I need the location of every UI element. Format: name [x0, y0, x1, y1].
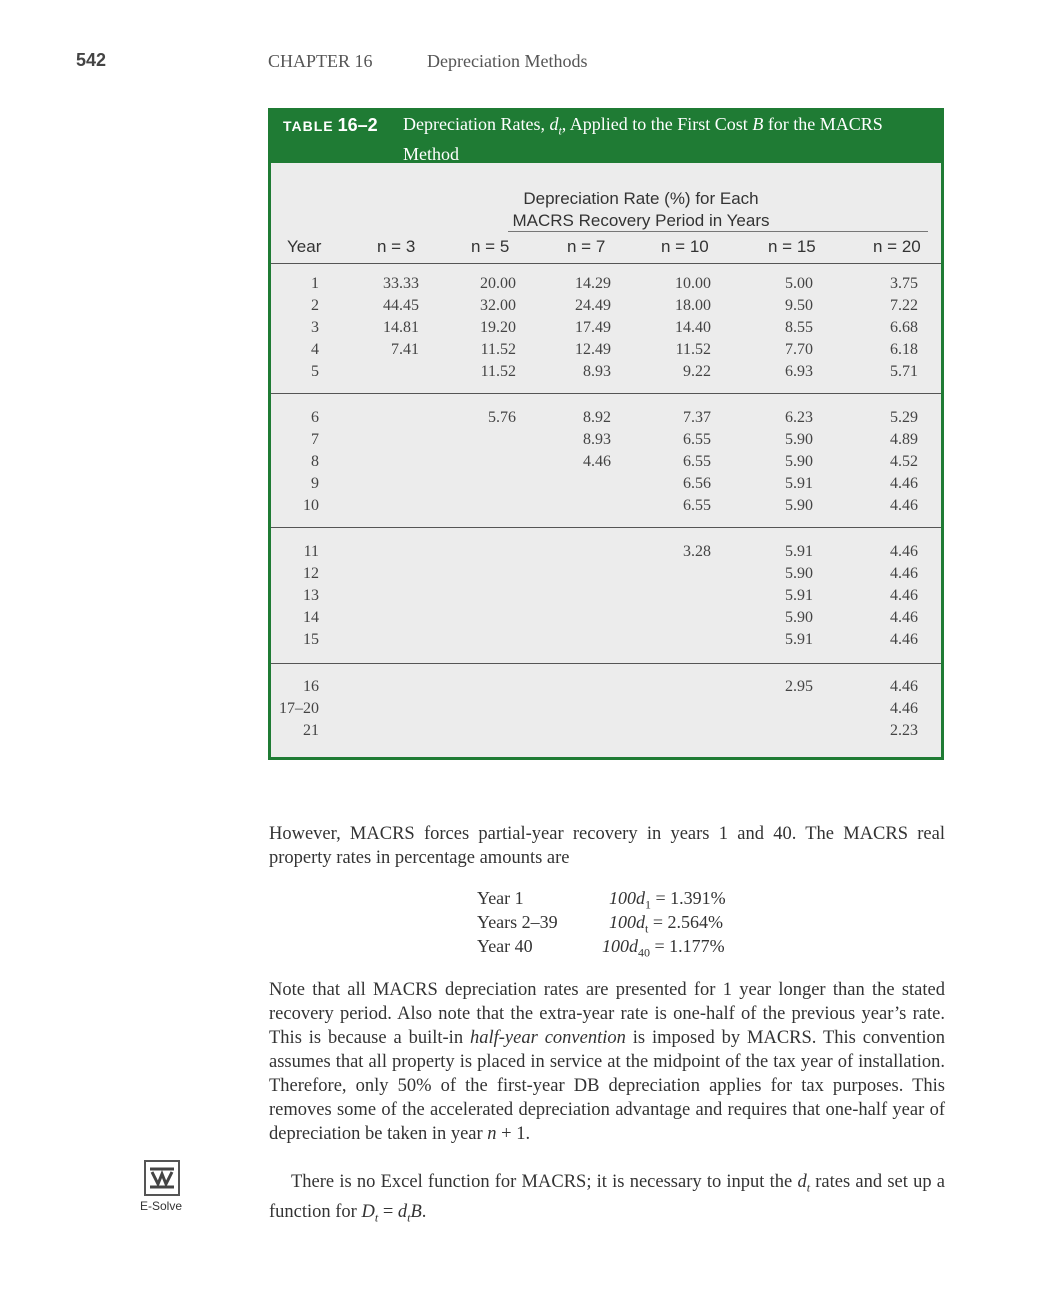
chapter-title: Depreciation Methods	[427, 51, 588, 71]
table-rate-cell: 6.23	[785, 409, 813, 426]
table-rate-cell: 14.29	[575, 275, 611, 292]
caption-text-2: , Applied to the First Cost	[561, 114, 753, 134]
table-rate-cell: 6.18	[890, 341, 918, 358]
table-year-cell: 14	[303, 609, 319, 626]
header-rule	[271, 263, 941, 264]
table-rate-cell: 5.76	[488, 409, 516, 426]
table-rate-cell: 6.55	[683, 453, 711, 470]
table-label-word: TABLE	[283, 118, 334, 134]
group-rule-1	[271, 393, 941, 394]
year-column-header: Year	[287, 237, 322, 256]
rate-subscript: t	[645, 921, 649, 936]
table-year-cell: 12	[303, 565, 319, 582]
table-year-cell: 4	[311, 341, 319, 358]
table-rate-cell: 9.50	[785, 297, 813, 314]
paragraph-3-sub-t: t	[806, 1180, 811, 1195]
table-rate-cell: 4.52	[890, 453, 918, 470]
column-header-n20: n = 20	[873, 237, 921, 256]
table-rate-cell: 2.95	[785, 678, 813, 695]
rate-period-label: Years 2–39	[477, 912, 558, 932]
column-header-n10: n = 10	[661, 237, 709, 256]
group-rule-2	[271, 527, 941, 528]
table-rate-cell: 4.46	[890, 475, 918, 492]
table-rate-cell: 4.46	[890, 543, 918, 560]
table-rate-cell: 5.71	[890, 363, 918, 380]
table-rate-cell: 11.52	[480, 341, 516, 358]
column-header-n3: n = 3	[377, 237, 416, 256]
table-year-cell: 1	[311, 275, 319, 292]
group-heading	[481, 188, 801, 232]
page-number: 542	[76, 50, 107, 70]
paragraph-3-text-a: There is no Excel function for MACRS; it is necessary to input the	[291, 1172, 798, 1192]
paragraph-3-var-d-2: d	[397, 1201, 408, 1222]
table-rate-cell: 18.00	[675, 297, 711, 314]
rate-subscript: 1	[645, 897, 651, 912]
table-rate-cell: 6.55	[683, 431, 711, 448]
paragraph-2-text-b: is imposed by MACRS. This convention assumes that all property is placed in service at the midpoint of the tax year of installation. Therefore, only 50% of the first-year DB depreciation applies for tax purposes. This removes some of the accelerated depreciation advantage and requires that one-half year of depreciation be taken in year	[269, 1028, 945, 1144]
group-heading-rule	[508, 231, 928, 232]
table-rate-cell: 5.91	[785, 475, 813, 492]
table-rate-cell: 6.56	[683, 475, 711, 492]
table-rate-cell: 7.22	[890, 297, 918, 314]
rate-rhs: = 1.177%	[650, 936, 725, 956]
table-label	[283, 115, 378, 136]
paragraph-2	[269, 978, 945, 1146]
table-rate-cell: 6.93	[785, 363, 813, 380]
caption-text-3: for the MACRS Method	[403, 114, 883, 164]
table-year-cell: 7	[311, 431, 319, 448]
table-rate-cell: 5.90	[785, 497, 813, 514]
paragraph-2-var-n: n	[487, 1124, 497, 1144]
table-rate-cell: 33.33	[383, 275, 419, 292]
table-rate-cell: 8.93	[583, 363, 611, 380]
paragraph-3-text-b: rates and set up a function for	[269, 1172, 945, 1222]
paragraph-3-var-B: B	[410, 1201, 422, 1222]
table-year-cell: 10	[303, 497, 319, 514]
table-year-cell: 6	[311, 409, 319, 426]
e-solve-label: E-Solve	[140, 1199, 183, 1213]
rate-period-label: Year 40	[477, 936, 533, 956]
paragraph-2-text-c: + 1.	[496, 1124, 531, 1144]
caption-sub-t: t	[558, 123, 562, 138]
paragraph-3-var-d: d	[797, 1172, 807, 1192]
group-heading-line-2: MACRS Recovery Period in Years	[512, 211, 770, 230]
table-year-cell: 16	[303, 678, 319, 695]
table-rate-cell: 20.00	[480, 275, 516, 292]
table-rate-cell: 7.70	[785, 341, 813, 358]
table-year-cell: 3	[311, 319, 319, 336]
table-year-cell: 5	[311, 363, 319, 380]
group-rule-3	[271, 663, 941, 664]
macrs-rate-table	[268, 108, 944, 760]
rate-value	[609, 912, 723, 937]
rate-lhs: 100d	[609, 888, 645, 908]
rate-lhs: 100d	[602, 936, 638, 956]
caption-var-b: B	[752, 114, 764, 134]
paragraph-1: However, MACRS forces partial-year recovery in years 1 and 40. The MACRS real property rates in percentage amounts are	[269, 824, 945, 868]
table-rate-cell: 4.46	[890, 497, 918, 514]
table-rate-cell: 4.46	[890, 609, 918, 626]
table-rate-cell: 44.45	[383, 297, 419, 314]
table-rate-cell: 5.90	[785, 609, 813, 626]
table-rate-cell: 24.49	[575, 297, 611, 314]
table-year-cell: 9	[311, 475, 319, 492]
paragraph-3	[269, 1170, 945, 1229]
table-rate-cell: 4.89	[890, 431, 918, 448]
table-rate-cell: 3.28	[683, 543, 711, 560]
rate-value	[602, 936, 725, 961]
table-year-cell: 15	[303, 631, 319, 648]
table-year-cell: 17–20	[279, 700, 319, 717]
table-rate-cell: 4.46	[890, 700, 918, 717]
table-rate-cell: 4.46	[583, 453, 611, 470]
table-rate-cell: 4.46	[890, 565, 918, 582]
table-year-cell: 13	[303, 587, 319, 604]
e-solve-icon	[144, 1160, 180, 1196]
rate-rhs: = 1.391%	[651, 888, 726, 908]
table-rate-cell: 4.46	[890, 678, 918, 695]
table-caption	[403, 113, 923, 166]
table-rate-cell: 17.49	[575, 319, 611, 336]
table-rate-cell: 5.91	[785, 543, 813, 560]
paragraph-3-end: .	[421, 1201, 427, 1222]
column-header-n5: n = 5	[471, 237, 510, 256]
table-rate-cell: 6.55	[683, 497, 711, 514]
table-rate-cell: 10.00	[675, 275, 711, 292]
paragraph-2-emphasis: half-year convention	[469, 1028, 626, 1048]
table-year-cell: 2	[311, 297, 319, 314]
rate-value	[609, 888, 726, 913]
table-rate-cell: 11.52	[675, 341, 711, 358]
table-rate-cell: 11.52	[480, 363, 516, 380]
paragraph-2-text-a: Note that all MACRS depreciation rates are presented for 1 year longer than the stated recovery period. Also note that the extra-year rate is one-half of the previous year’s rate. This is because a built-in	[269, 980, 945, 1048]
table-rate-cell: 7.41	[391, 341, 419, 358]
table-rate-cell: 4.46	[890, 631, 918, 648]
table-rate-cell: 14.81	[383, 319, 419, 336]
table-rate-cell: 32.00	[480, 297, 516, 314]
paragraph-3-sub-t-2: t	[374, 1210, 379, 1225]
caption-var-d: d	[549, 114, 559, 134]
table-rate-cell: 8.92	[583, 409, 611, 426]
caption-text-1: Depreciation Rates,	[403, 114, 550, 134]
rate-lhs: 100d	[609, 912, 645, 932]
table-year-cell: 11	[303, 543, 319, 560]
table-year-cell: 21	[303, 722, 319, 739]
table-year-cell: 8	[311, 453, 319, 470]
table-rate-cell: 3.75	[890, 275, 918, 292]
table-label-number: 16–2	[337, 115, 378, 135]
table-rate-cell: 9.22	[683, 363, 711, 380]
table-rate-cell: 8.55	[785, 319, 813, 336]
table-rate-cell: 12.49	[575, 341, 611, 358]
rate-period-label: Year 1	[477, 888, 524, 908]
paragraph-3-equals: =	[378, 1201, 398, 1222]
table-rate-cell: 2.23	[890, 722, 918, 739]
table-rate-cell: 5.90	[785, 431, 813, 448]
table-rate-cell: 5.91	[785, 587, 813, 604]
table-rate-cell: 6.68	[890, 319, 918, 336]
rate-subscript: 40	[638, 945, 650, 960]
table-rate-cell: 5.90	[785, 565, 813, 582]
column-header-n7: n = 7	[567, 237, 606, 256]
paragraph-3-sub-t-3: t	[407, 1210, 411, 1225]
column-header-n15: n = 15	[768, 237, 816, 256]
chapter-label: CHAPTER 16	[268, 51, 373, 71]
table-rate-cell: 19.20	[480, 319, 516, 336]
table-rate-cell: 5.29	[890, 409, 918, 426]
table-rate-cell: 14.40	[675, 319, 711, 336]
group-heading-line-1: Depreciation Rate (%) for Each	[523, 189, 759, 208]
table-rate-cell: 7.37	[683, 409, 711, 426]
table-rate-cell: 5.91	[785, 631, 813, 648]
table-rate-cell: 5.00	[785, 275, 813, 292]
paragraph-3-var-D: D	[361, 1201, 375, 1222]
table-rate-cell: 5.90	[785, 453, 813, 470]
table-rate-cell: 8.93	[583, 431, 611, 448]
table-title-bar	[271, 111, 941, 163]
table-rate-cell: 4.46	[890, 587, 918, 604]
rate-rhs: = 2.564%	[648, 912, 723, 932]
